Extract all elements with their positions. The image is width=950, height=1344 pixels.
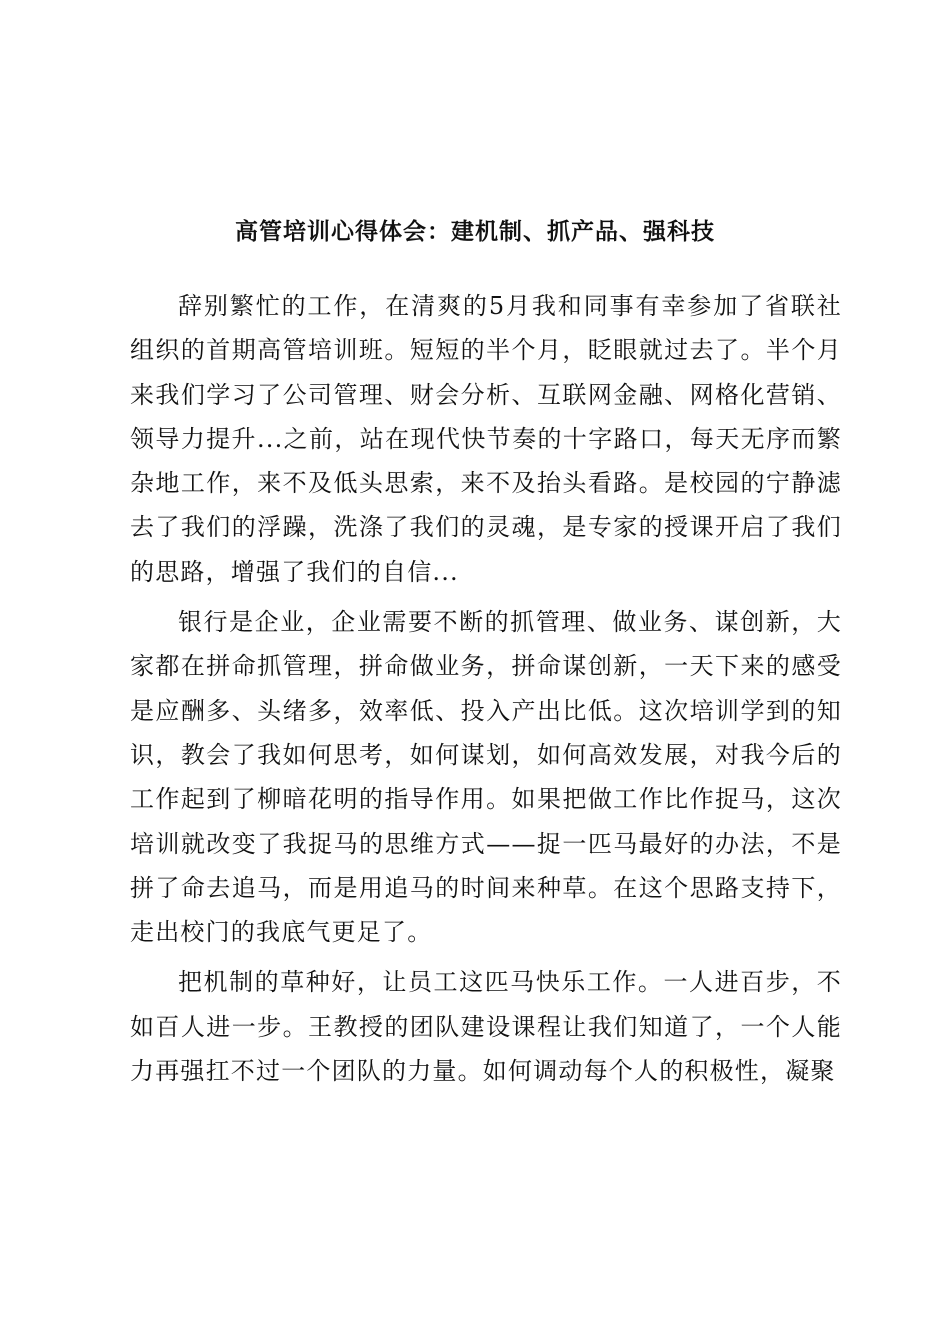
paragraph-3: 把机制的草种好，让员工这匹马快乐工作。一人进百步，不如百人进一步。王教授的团队建设课程让我们知道了，一个人能力再强扛不过一个团队的力量。如何调动每个人的积极性，凝聚 xyxy=(130,968,842,1086)
paragraph-1: 辞别繁忙的工作，在清爽的5月我和同事有幸参加了省联社组织的首期高管培训班。短短的半个月，眨眼就过去了。半个月来我们学习了公司管理、财会分析、互联网金融、网格化营销、领导力提升...之前，站在现代快节奏的十字路口，每天无序而繁杂地工作，来不及低头思索，来不及抬头看路。是校园的宁静滤去了我们的浮躁，洗涤了我们的灵魂，是专家的授课开启了我们的思路，增强了我们的自信... xyxy=(130,292,842,586)
document-title: 高管培训心得体会：建机制、抓产品、强科技 xyxy=(235,218,715,245)
document-body xyxy=(130,284,842,1099)
paragraph-2: 银行是企业，企业需要不断的抓管理、做业务、谋创新，大家都在拼命抓管理，拼命做业务，拼命谋创新，一天下来的感受是应酬多、头绪多，效率低、投入产出比低。这次培训学到的知识，教会了我如何思考，如何谋划，如何高效发展，对我今后的工作起到了柳暗花明的指导作用。如果把做工作比作捉马，这次培训就改变了我捉马的思维方式——捉一匹马最好的办法，不是拼了命去追马，而是用追马的时间来种草。在这个思路支持下，走出校门的我底气更足了。 xyxy=(130,608,842,947)
